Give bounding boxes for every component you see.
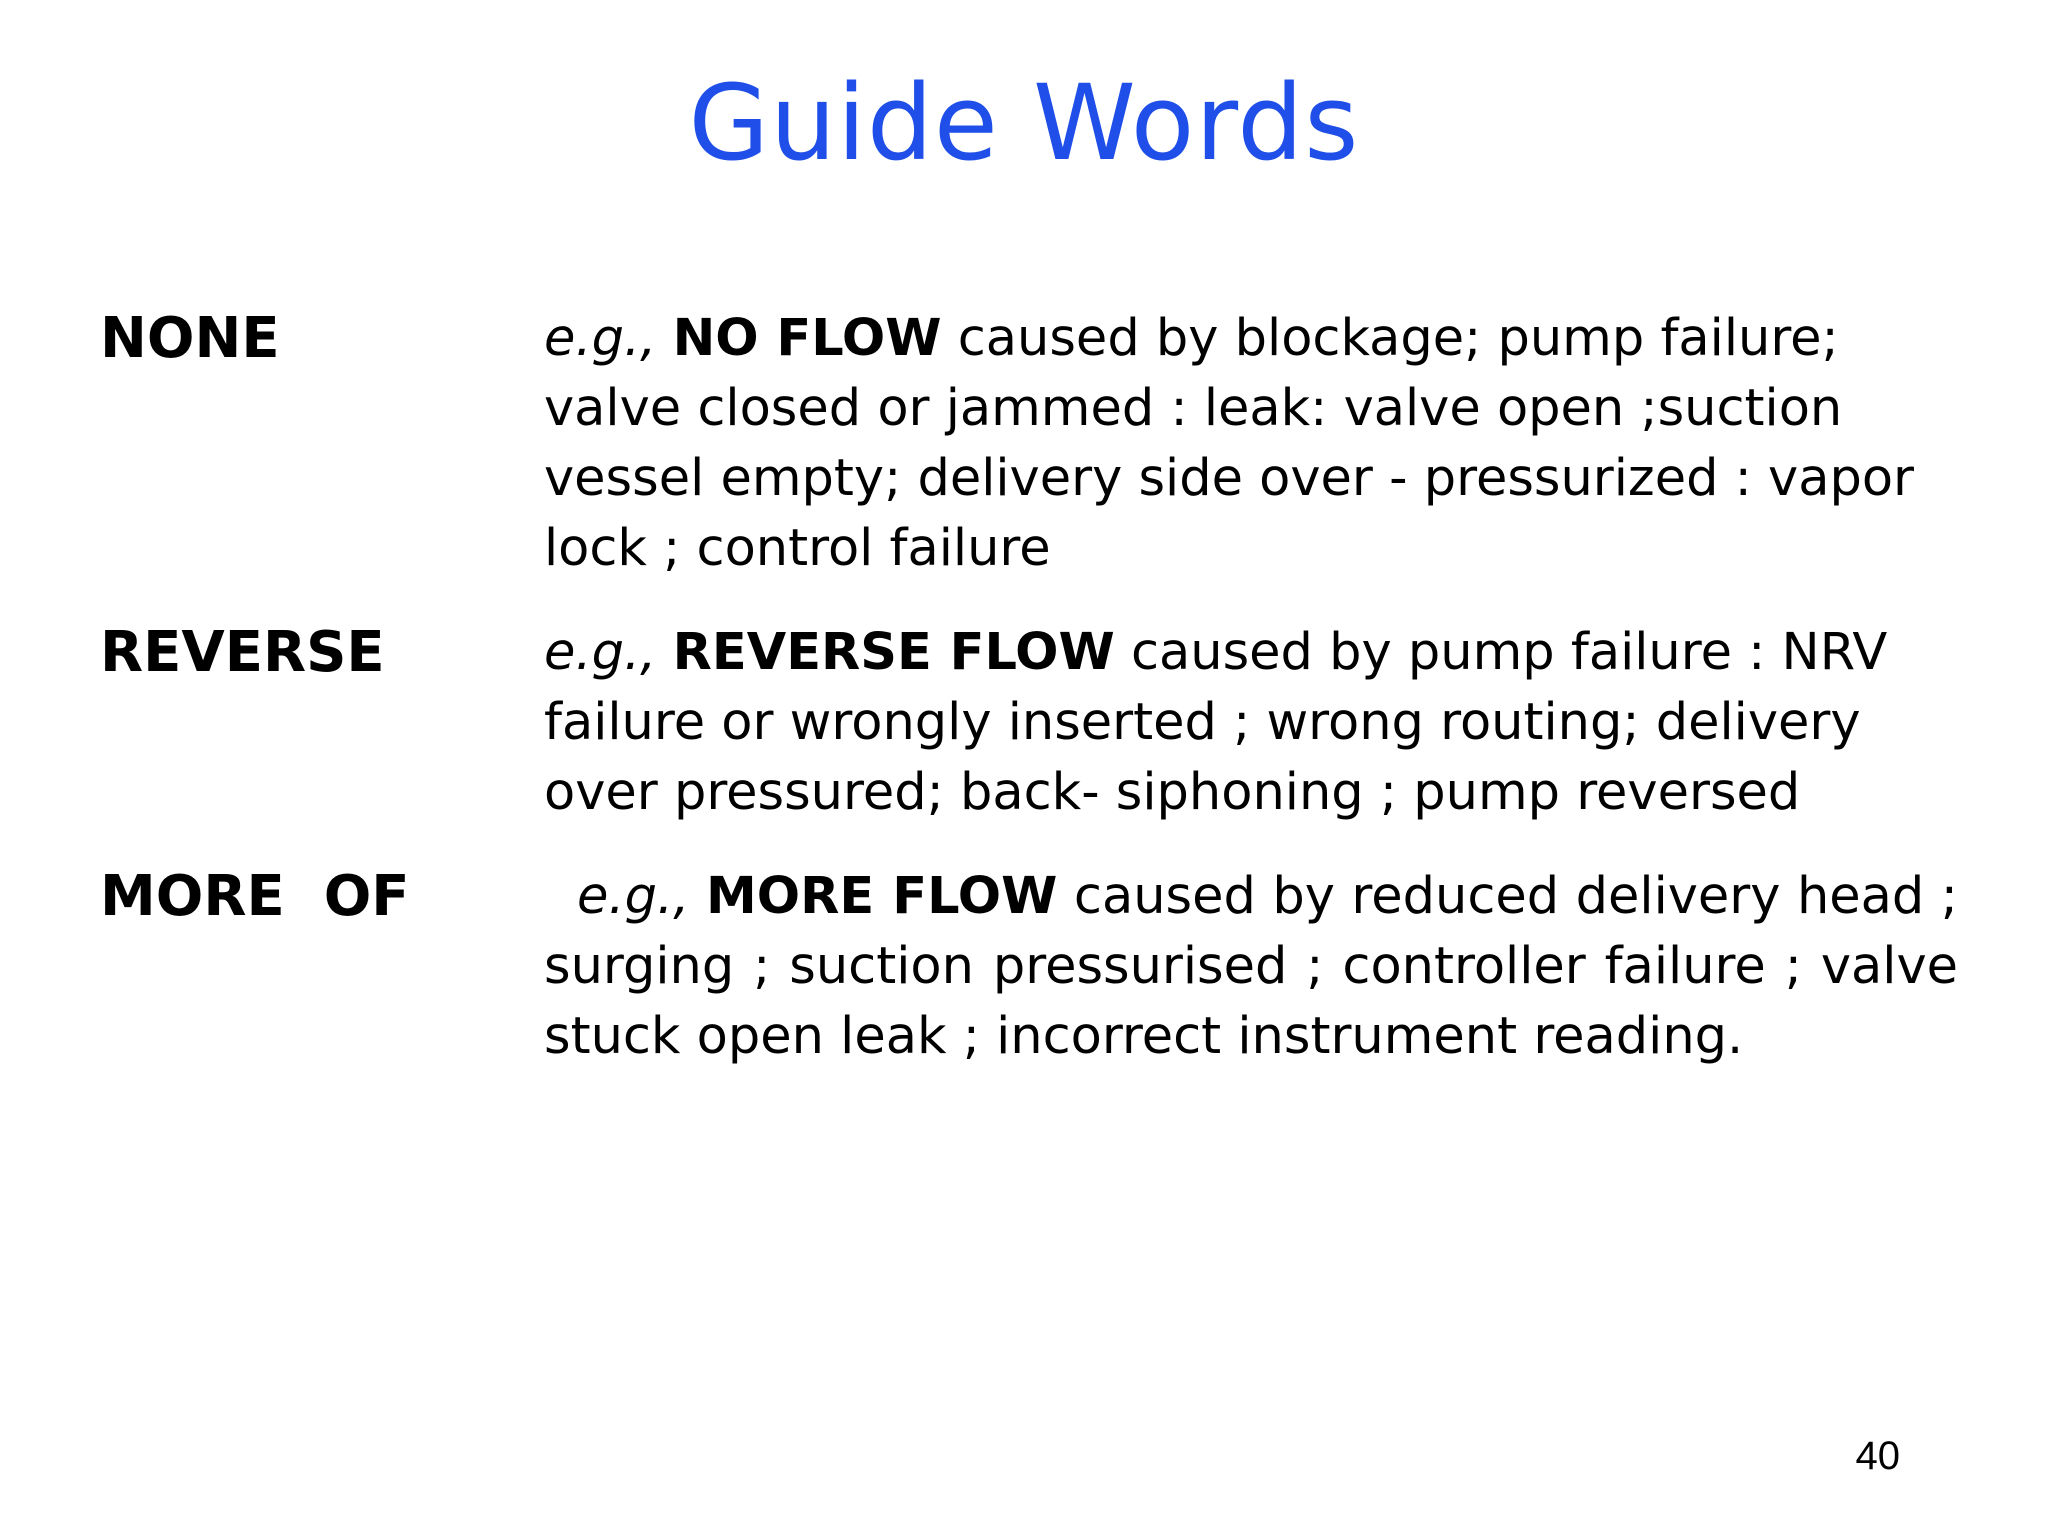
- example-prefix: e.g.,: [544, 309, 657, 368]
- causes-text: caused by pump failure : NRV failure or wrongly inserted ; wrong routing; delivery over pressured; back- siphoning ; pump reversed: [544, 623, 1888, 822]
- example-prefix: e.g.,: [577, 867, 690, 926]
- page-number: 40: [1855, 1434, 1900, 1478]
- causes-text: caused by reduced delivery head ; surging ; suction pressurised ; controller failure ; valve stuck open leak ; incorrect instrument reading.: [544, 867, 1958, 1066]
- deviation-keyword: REVERSE FLOW: [672, 623, 1115, 682]
- deviation-keyword: NO FLOW: [672, 309, 942, 368]
- guide-word-term: MORE OF: [100, 864, 410, 929]
- guide-word-description: [544, 862, 1958, 1072]
- guide-word-description: [544, 304, 1956, 584]
- causes-text: caused by blockage; pump failure; valve closed or jammed : leak: valve open ;suction vessel empty; delivery side over - pressurized : vapor lock ; control failure: [544, 309, 1915, 578]
- guide-word-term: NONE: [100, 306, 280, 371]
- guide-word-description: [544, 618, 1956, 828]
- slide-title: Guide Words: [688, 62, 1360, 184]
- example-prefix: e.g.,: [544, 623, 657, 682]
- deviation-keyword: MORE FLOW: [705, 867, 1058, 926]
- guide-word-term: REVERSE: [100, 620, 385, 685]
